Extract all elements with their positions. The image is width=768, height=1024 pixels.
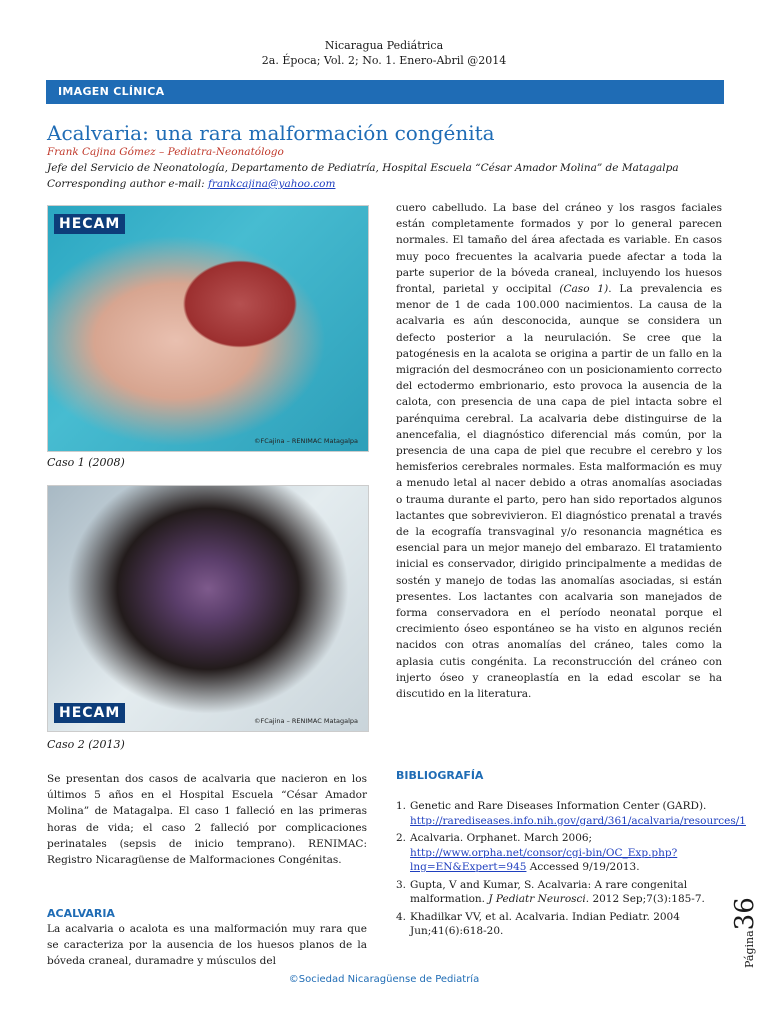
hecam-logo: HECAM [54,703,125,723]
photo-credit: ©FCajina – RENIMAC Matagalpa [254,437,358,445]
item-number: 4. [396,910,407,923]
item-text: Genetic and Rare Diseases Information Center (GARD). [410,800,707,812]
hecam-logo: HECAM [54,214,125,234]
item-tail: 2012 Sep;7(3):185-7. [589,893,705,905]
intro-paragraph: Se presentan dos casos de acalvaria que nacieron en los últimos 5 años en el Hospital Escuela “César Amador Molina” de Matagalpa. El caso 1 falleció en las primeras horas de vida; el caso 2 falleció por complicaciones perinatales (sepsis de inicio temprano). RENIMAC: Registro Nicaragüense de Malformaciones Congénitas. [47,773,367,867]
item-number: 1. [396,800,407,812]
item-journal: J Pediatr Neurosci. [488,893,590,905]
acalvaria-paragraph: La acalvaria o acalota es una malformación muy rara que se caracteriza por la ausencia de los huesos planos de la bóveda craneal, duramadre y músculos del [47,923,367,968]
item-number: 2. [396,832,407,844]
item-number: 3. [396,878,407,891]
reference-link[interactable]: http://rarediseases.info.nih.gov/gard/361/acalvaria/resources/1 [410,814,746,827]
photo-credit: ©FCajina – RENIMAC Matagalpa [254,717,358,725]
section-bar [46,80,724,104]
bibliography-list [396,799,746,942]
case-2-caption: Caso 2 (2013) [47,738,125,751]
case-2-photo [47,485,369,732]
case-reference: (Caso 1) [559,283,609,296]
page-number [730,897,760,968]
bibliography-item [396,878,722,907]
item-text: Khadilkar VV, et al. Acalvaria. Indian Pediatr. 2004 Jun;41(6):618-20. [410,910,680,937]
section-label: IMAGEN CLÍNICA [58,85,165,98]
article-title: Acalvaria: una rara malformación congénita [47,121,495,145]
author-email-link[interactable]: frankcajina@yahoo.com [207,178,336,190]
corresponding-author [47,178,335,190]
article-affiliation: Jefe del Servicio de Neonatología, Departamento de Pediatría, Hospital Escuela “César Amador Molina” de Matagalpa [47,162,679,174]
right-column-text [396,200,722,702]
case-1-photo [47,205,369,452]
case-1-caption: Caso 1 (2008) [47,456,125,469]
body-text-b: . La prevalencia es menor de 1 de cada 100.000 nacimientos. La causa de la acalvaria es aún desconocida, aunque se considera un defecto posterior a la neurulación. Se cree que la patogénesis en la acalota se origina a partir de un fallo en la migración del desmocráneo con un posicionamiento correcto del ectodermo embrionario, esto provoca la ausencia de la calota, con presencia de una capa de piel intacta sobre el parénquima cerebral. La acalvaria debe distinguirse de la anencefalia, el diagnóstico diferencial más común, por la presencia de una capa de piel que recubre el cerebro y los hemisferios cerebrales normales. Esta malformación es muy a menudo letal al nacer debido a otras anomalías asociadas o trauma durante el parto, pero han sido reportados algunos lactantes que sobrevivieron. El diagnóstico prenatal a través de la ecografía transvaginal y/o resonancia magnética es esencial para un mejor manejo del embarazo. El tratamiento inicial es conservador, dirigido principalmente a medidas de sostén y manejo de todas las anomalías asociadas, si están presentes. Los lactantes con acalvaria son manejados de forma conservadora en el período neonatal porque el crecimiento óseo espontáneo se ha visto en algunos recién nacidos con otras anomalías del cráneo, tales como la aplasia cutis congénita. La reconstrucción del cráneo con injerto óseo y craneoplastía en la edad escolar se ha discutido en la literatura. [396,283,722,701]
page-word: Página [743,930,756,968]
acalvaria-heading: ACALVARIA [47,907,115,920]
page-number-value: 36 [730,897,760,931]
bibliography-item [396,831,722,875]
journal-issue: 2a. Época; Vol. 2; No. 1. Enero-Abril @2014 [261,54,507,67]
journal-header [0,38,768,68]
item-text: Acalvaria. Orphanet. March 2006; [410,832,593,844]
reference-link[interactable]: http://www.orpha.net/consor/cgi-bin/OC_Exp.php?lng=EN&Expert=945 [410,846,678,873]
bibliography-item [396,799,746,828]
body-text-a: cuero cabelludo. La base del cráneo y los rasgos faciales están completamente formados y por lo general parecen normales. El tamaño del área afectada es variable. En casos muy poco frecuentes la acalvaria puede afectar a toda la parte superior de la bóveda craneal, incluyendo los huesos frontal, parietal y occipital [396,202,722,296]
bibliography-heading: BIBLIOGRAFÍA [396,769,484,782]
item-text: Gupta, V and Kumar, S. Acalvaria: A rare congenital malformation. [410,878,688,905]
bibliography-item [396,910,722,939]
item-tail: Accessed 9/19/2013. [526,861,640,873]
journal-name: Nicaragua Pediátrica [324,39,444,52]
footer-copyright: ©Sociedad Nicaragüense de Pediatría [288,974,480,985]
email-prefix: Corresponding author e-mail: [47,178,208,190]
article-author: Frank Cajina Gómez – Pediatra-Neonatólogo [47,146,284,158]
